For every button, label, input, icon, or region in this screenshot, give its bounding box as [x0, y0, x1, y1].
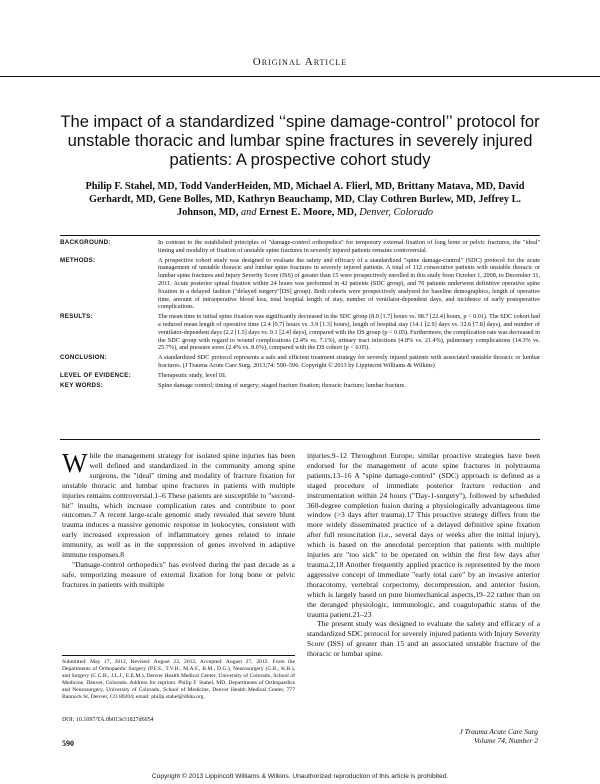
article-title: The impact of a standardized ‘‘spine damage-control’’ protocol for unstable thoracic and lumbar spine fractures in severely injured patients: A prospective cohort study: [60, 112, 540, 169]
paragraph: The present study was designed to evaluate the safety and efficacy of a standardized SDC protocol for severely injured patients with Injury Severity Score (ISS) of greater than 15 and an associated unstable fracture of the thoracic or lumbar spine.: [307, 619, 540, 659]
drop-cap: W: [62, 448, 88, 478]
journal-volume: Volume 74, Number 2: [473, 736, 538, 745]
abstract-row: [60, 354, 540, 370]
abstract-row: [60, 239, 540, 255]
abstract-top-rule: [60, 235, 540, 236]
footnote: Submitted: May 17, 2012, Revised: August 22, 2012, Accepted: August 27, 2012. From the Departments of Orthopaedic Surgery (P.F.S., T.V.H., M.A.F., B.M., D.G.), Neurosurgery (G.B., K.B.), and Surgery (C.C.B., J.L.J., E.E.M.), Denver Health Medical Center, University of Colorado, School of Medicine, Denver, Colorado. Address for reprints: Philip F. Stahel, MD, Departments of Orthopaedics and Neurosurgery, University of Colorado, School of Medicine, Denver Health Medical Center, 777 Bannock St, Denver, CO 80204; email: philip.stahel@dhha.org.: [62, 659, 295, 701]
abstract-label: LEVEL OF EVIDENCE:: [60, 371, 131, 379]
abstract-text: The mean time to initial spine fixation was significantly decreased in the SDC group (8.9 [1.7] hours vs. 98.7 [22.4] hours, p < 0.01). The SDC cohort had a reduced mean length of operative time (2.4 [0.7] hours vs. 3.9 [1.3] hours), length of hospital stay (14.1 [2.9] days vs. 32.6 [7.8] days), and number of ventilator-dependent days (2.2 [1.5] days vs. 9.1 [2.4] days), compared with the DS group (p < 0.05). Furthermore, the complication rate was decreased in the SDC group with regard to wound complications (2.4% vs. 7.1%), urinary tract infections (4.8% vs. 21.4%), pulmonary complications (14.3% vs. 25.7%), and pressure sores (2.4% vs. 8.6%), compared with the DS cohort (p < 0.05).: [158, 313, 540, 352]
paragraph-text: hile the management strategy for isolated spine injuries has been well defined and standardized in the community among spine surgeons, the "ideal" timing and modality of fracture fixation for unstable thoracic and lumbar spine fractures in patients with multiple injuries remains controversial.1–6 These patients are susceptible to "second-hit" insults, which increase complication rates and contribute to poor outcomes.7 A recent large-scale genomic study revealed that severe blunt trauma induces a massive genomic response in leukocytes, consistent with early increased expression of inflammatory genes related to innate immunity, as well as in the suppression of genes involved in adaptive immune responses.8: [62, 451, 295, 560]
abstract-label: METHODS:: [60, 256, 96, 264]
abstract-text: Spine damage control; timing of surgery; staged fracture fixation; thoracic fracture; lumbar fracture.: [158, 381, 406, 389]
header-rule: [0, 76, 600, 77]
journal-name: J Trauma Acute Care Surg: [459, 727, 538, 736]
last-author: Ernest E. Moore, MD,: [259, 206, 357, 218]
author-and: and: [241, 206, 257, 218]
journal-info: [459, 727, 538, 745]
abstract-text: A prospective cohort study was designed to evaluate the safety and efficacy of a standardized "spine damage-control" (SDC) protocol for the acute management of unstable thoracic and lumbar spine fractures in severely injured patients. A total of 112 consecutive patients with unstable thoracic or lumbar spine fractures and Injury Severity Score (ISS) of greater than 15 were prospectively enrolled in this study from October 1, 2008, to December 31, 2011. Acute posterior spinal fixation within 24 hours was performed in 42 patients (SDC group), and 70 patients underwent definitive operative spine fixation in a delayed fashion ("delayed surgery"[DS] group). Both cohorts were prospectively analyzed for baseline demographics, length of operative time, amount of intraoperative blood loss, total hospital length of stay, number of ventilator-dependent days, and incidence of early postoperative complications.: [158, 256, 540, 311]
author-names: Philip F. Stahel, MD, Todd VanderHeiden, MD, Michael A. Flierl, MD, Brittany Matava, MD, David Gerhardt, MD, Gene Bolles, MD, Kathryn Beauchamp, MD, Clay Cothren Burlew, MD, Jeffrey L. Johnson, MD,: [85, 181, 525, 218]
abstract-row: [60, 313, 540, 352]
abstract-label: CONCLUSION:: [60, 354, 107, 362]
author-list: [70, 181, 540, 219]
abstract-text: A standardized SDC protocol represents a safe and efficient treatment strategy for severely injured patients with associated unstable thoracic or lumbar fractures. (J Trauma Acute Care Surg. 2013;74: 590–596. Copyright © 2013 by Lippincott Williams & Wilkins): [158, 354, 540, 369]
section-label: Original Article: [252, 56, 348, 68]
paragraph: [62, 448, 295, 560]
abstract-bottom-rule: [60, 439, 540, 440]
abstract-label: KEY WORDS:: [60, 381, 104, 389]
abstract-row: [60, 382, 540, 390]
paragraph: "Damage-control orthopedics" has evolved during the past decade as a safe, temporizing measure of external fixation for long bone or pelvic fractures in patients with multiple: [62, 559, 295, 589]
footnote-rule: [62, 655, 295, 656]
abstract-row: [60, 372, 540, 380]
page-number: 590: [62, 739, 74, 748]
abstract: [60, 239, 540, 391]
abstract-label: RESULTS:: [60, 313, 93, 321]
abstract-text: In contrast to the established principles of "damage-control orthopedics" for temporary external fixation of long bone or pelvic fractures, the "ideal" timing and modality of fixation of unstable spine fractures in severely injured patients remains controversial.: [158, 239, 540, 254]
copyright-notice: Copyright © 2013 Lippincott Williams & Wilkins. Unauthorized reproduction of this article is prohibited.: [151, 773, 449, 780]
abstract-text: Therapeutic study, level III.: [158, 371, 227, 379]
body-right-column: [307, 451, 540, 659]
doi: DOI: 10.1097/TA.0b013e31827d6054: [62, 717, 154, 723]
paragraph: injuries.9–12 Throughout Europe, similar proactive strategies have been endorsed for the management of acute spine fractures in polytrauma patients.13–16 A "spine damage-control" (SDC) approach is defined as a staged procedure of immediate posterior fracture reduction and instrumentation within 24 hours ("Day-1-surgery"), followed by scheduled 360-degree completion fusion during a physiologically advantageous time window (>3 days after trauma).17 This proactive strategy differs from the more widely disseminated practice of a delayed definitive spine fixation after full resuscitation (i.e., several days or weeks after the initial injury), which is based on the anecdotal perception that patients with multiple injuries are "too sick" to be operated on within the first few days after trauma.2,18 Another frequently applied practice is represented by the more aggressive concept of immediate "early total care" by an invasive anterior thoracotomy, vertebral corpectomy, decompression, and anterior fusion, which is largely based on pure biomechanical aspects,19–22 rather than on the deranged physiologic, immunologic, and coagulopathic status of the trauma patient.21–23: [307, 451, 540, 619]
body-left-column: [62, 448, 295, 590]
abstract-row: [60, 257, 540, 312]
author-location: Denver, Colorado: [359, 206, 434, 218]
abstract-label: BACKGROUND:: [60, 239, 111, 246]
